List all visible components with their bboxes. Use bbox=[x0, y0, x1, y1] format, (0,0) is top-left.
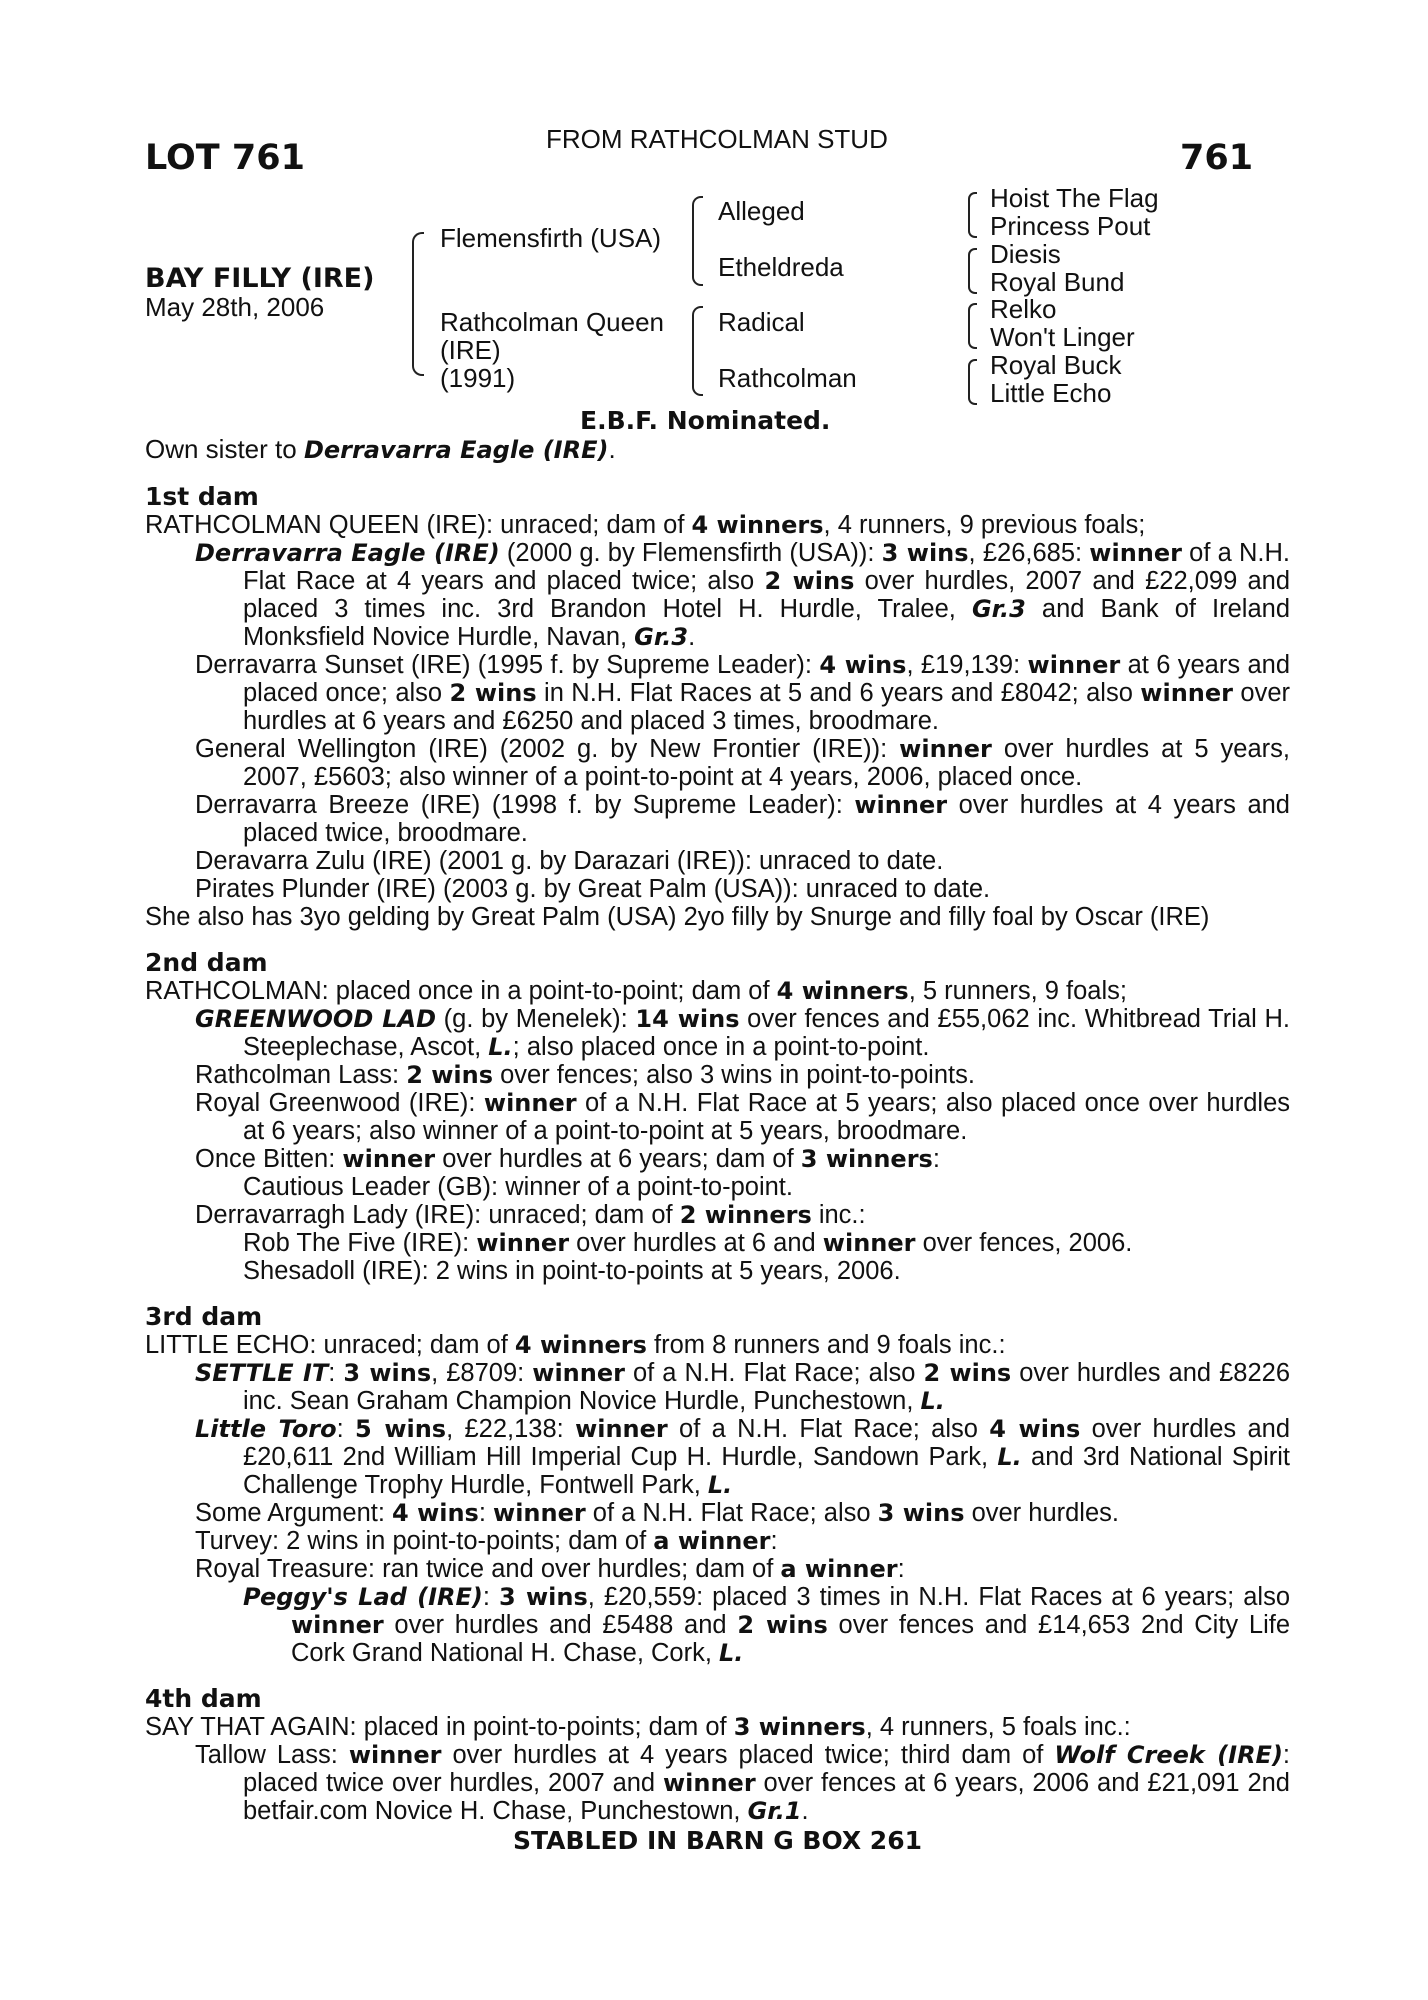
dam-name-line3: (1991) bbox=[440, 363, 516, 393]
pedigree-brace-g34 bbox=[968, 248, 977, 294]
dam-dam: Rathcolman bbox=[718, 363, 857, 393]
ebf-nominated: E.B.F. Nominated. bbox=[580, 406, 831, 435]
consignor: FROM RATHCOLMAN STUD bbox=[546, 124, 888, 154]
dam1-intro: RATHCOLMAN QUEEN (IRE): unraced; dam of 4 winners, 4 runners, 9 previous foals; bbox=[145, 511, 1146, 539]
dam1-foal-derravarra-sunset: Derravarra Sunset (IRE) (1995 f. by Supreme Leader): 4 wins, £19,139: winner at 6 years and placed once; also 2 wins in N.H. Flat Races at 5 and 6 years and £8042; also winner over hurdles at 6 years and £6250 and placed 3 times, broodmare. bbox=[195, 651, 1291, 735]
ancestor-5: Relko bbox=[990, 294, 1057, 324]
sire-sire: Alleged bbox=[718, 196, 805, 226]
dam2-foal-derravarragh-lady: Derravarragh Lady (IRE): unraced; dam of 2 winners inc.: bbox=[195, 1201, 866, 1229]
dam1-foal-pirates-plunder: Pirates Plunder (IRE) (2003 g. by Great Palm (USA)): unraced to date. bbox=[195, 875, 991, 903]
dam2-grandfoal-rob-the-five: Rob The Five (IRE): winner over hurdles at 6 and winner over fences, 2006. bbox=[243, 1229, 1133, 1257]
produce-record bbox=[145, 483, 1290, 1855]
dam3-intro: LITTLE ECHO: unraced; dam of 4 winners from 8 runners and 9 foals inc.: bbox=[145, 1331, 1006, 1359]
own-sister-name: Derravarra Eagle (IRE) bbox=[303, 436, 609, 464]
pedigree-brace-g56 bbox=[968, 303, 977, 349]
dam4-intro: SAY THAT AGAIN: placed in point-to-points; dam of 3 winners, 4 runners, 5 foals inc.: bbox=[145, 1713, 1131, 1741]
dam3-foal-royal-treasure: Royal Treasure: ran twice and over hurdles; dam of a winner: bbox=[195, 1555, 905, 1583]
pedigree-brace-main bbox=[412, 232, 424, 376]
dam1-foal-derravarra-eagle: Derravarra Eagle (IRE) (2000 g. by Flemensfirth (USA)): 3 wins, £26,685: winner of a N.H. Flat Race at 4 years and placed twice; also 2 wins over hurdles, 2007 and £22,099 and placed 3 times inc. 3rd Brandon Hotel H. Hurdle, Tralee, Gr.3 and Bank of Ireland Monksfield Novice Hurdle, Navan, Gr.3. bbox=[195, 539, 1291, 651]
dam1-younger-stock: She also has 3yo gelding by Great Palm (USA) 2yo filly by Snurge and filly foal by Oscar (IRE) bbox=[145, 903, 1210, 931]
dam2-foal-rathcolman-lass: Rathcolman Lass: 2 wins over fences; also 3 wins in point-to-points. bbox=[195, 1061, 975, 1089]
section-3rd-dam: 3rd dam bbox=[145, 1302, 263, 1331]
dam2-foal-once-bitten: Once Bitten: winner over hurdles at 6 years; dam of 3 winners: bbox=[195, 1145, 940, 1173]
foaling-date: May 28th, 2006 bbox=[145, 292, 325, 322]
lot-number: 761 bbox=[1180, 138, 1254, 178]
dam1-foal-general-wellington: General Wellington (IRE) (2002 g. by New Frontier (IRE)): winner over hurdles at 5 years, 2007, £5603; also winner of a point-to-point at 4 years, 2006, placed once. bbox=[195, 735, 1290, 791]
dam2-foal-royal-greenwood: Royal Greenwood (IRE): winner of a N.H. Flat Race at 5 years; also placed once over hurdles at 6 years; also winner of a point-to-point at 5 years, broodmare. bbox=[195, 1089, 1291, 1145]
pedigree-brace-g78 bbox=[968, 359, 977, 405]
dam3-foal-settle-it: SETTLE IT: 3 wins, £8709: winner of a N.H. Flat Race; also 2 wins over hurdles and £8226 inc. Sean Graham Champion Novice Hurdle, Punchestown, L. bbox=[195, 1359, 1290, 1415]
dam2-intro: RATHCOLMAN: placed once in a point-to-point; dam of 4 winners, 5 runners, 9 foals; bbox=[145, 977, 1127, 1005]
section-4th-dam: 4th dam bbox=[145, 1684, 262, 1713]
ancestor-7: Royal Buck bbox=[990, 350, 1122, 380]
own-sister-note bbox=[145, 434, 616, 465]
dam1-foal-deravarra-zulu: Deravarra Zulu (IRE) (2001 g. by Darazari (IRE)): unraced to date. bbox=[195, 847, 944, 875]
own-sister-suffix: . bbox=[608, 434, 616, 464]
dam-name-line2: (IRE) bbox=[440, 335, 501, 365]
dam2-grandfoal-shesadoll: Shesadoll (IRE): 2 wins in point-to-points at 5 years, 2006. bbox=[243, 1257, 901, 1285]
ancestor-1: Hoist The Flag bbox=[990, 183, 1159, 213]
sire-name: Flemensfirth (USA) bbox=[440, 223, 662, 253]
ancestor-6: Won't Linger bbox=[990, 322, 1135, 352]
dam3-foal-some-argument: Some Argument: 4 wins: winner of a N.H. Flat Race; also 3 wins over hurdles. bbox=[195, 1499, 1119, 1527]
dam2-grandfoal-cautious-leader: Cautious Leader (GB): winner of a point-to-point. bbox=[243, 1173, 793, 1201]
section-1st-dam: 1st dam bbox=[145, 482, 259, 511]
dam-sire: Radical bbox=[718, 307, 805, 337]
lot-label: LOT 761 bbox=[145, 138, 305, 178]
sire-dam: Etheldreda bbox=[718, 252, 844, 282]
ancestor-8: Little Echo bbox=[990, 378, 1112, 408]
ancestor-2: Princess Pout bbox=[990, 211, 1151, 241]
dam2-foal-greenwood-lad: GREENWOOD LAD (g. by Menelek): 14 wins over fences and £55,062 inc. Whitbread Trial H. Steeplechase, Ascot, L.; also placed once in a point-to-point. bbox=[195, 1005, 1290, 1061]
pedigree-brace-sire bbox=[692, 196, 703, 286]
dam3-foal-little-toro: Little Toro: 5 wins, £22,138: winner of a N.H. Flat Race; also 4 wins over hurdles and £20,611 2nd William Hill Imperial Cup H. Hurdle, Sandown Park, L. and 3rd National Spirit Challenge Trophy Hurdle, Fontwell Park, L. bbox=[195, 1415, 1291, 1499]
ancestor-4: Royal Bund bbox=[990, 267, 1125, 297]
dam4-foal-tallow-lass: Tallow Lass: winner over hurdles at 4 years placed twice; third dam of Wolf Creek (IRE): placed twice over hurdles, 2007 and winner over fences at 6 years, 2006 and £21,091 2nd betfair.com Novice H. Chase, Punchestown, Gr.1. bbox=[195, 1741, 1291, 1825]
dam3-foal-turvey: Turvey: 2 wins in point-to-points; dam of a winner: bbox=[195, 1527, 778, 1555]
dam1-foal-derravarra-breeze: Derravarra Breeze (IRE) (1998 f. by Supreme Leader): winner over hurdles at 4 years and placed twice, broodmare. bbox=[195, 791, 1290, 847]
dam3-grandfoal-peggys-lad: Peggy's Lad (IRE): 3 wins, £20,559: placed 3 times in N.H. Flat Races at 6 years; also winner over hurdles and £5488 and 2 wins over fences and £14,653 2nd City Life Cork Grand National H. Chase, Cork, L. bbox=[243, 1583, 1291, 1667]
own-sister-prefix: Own sister to bbox=[145, 434, 304, 464]
section-2nd-dam: 2nd dam bbox=[145, 948, 268, 977]
ancestor-3: Diesis bbox=[990, 239, 1061, 269]
pedigree-brace-dam bbox=[692, 306, 703, 396]
pedigree-brace-g12 bbox=[968, 192, 977, 238]
dam-name-line1: Rathcolman Queen bbox=[440, 307, 665, 337]
stabling-note: STABLED IN BARN G BOX 261 bbox=[513, 1826, 922, 1855]
horse-title: BAY FILLY (IRE) bbox=[145, 263, 375, 294]
